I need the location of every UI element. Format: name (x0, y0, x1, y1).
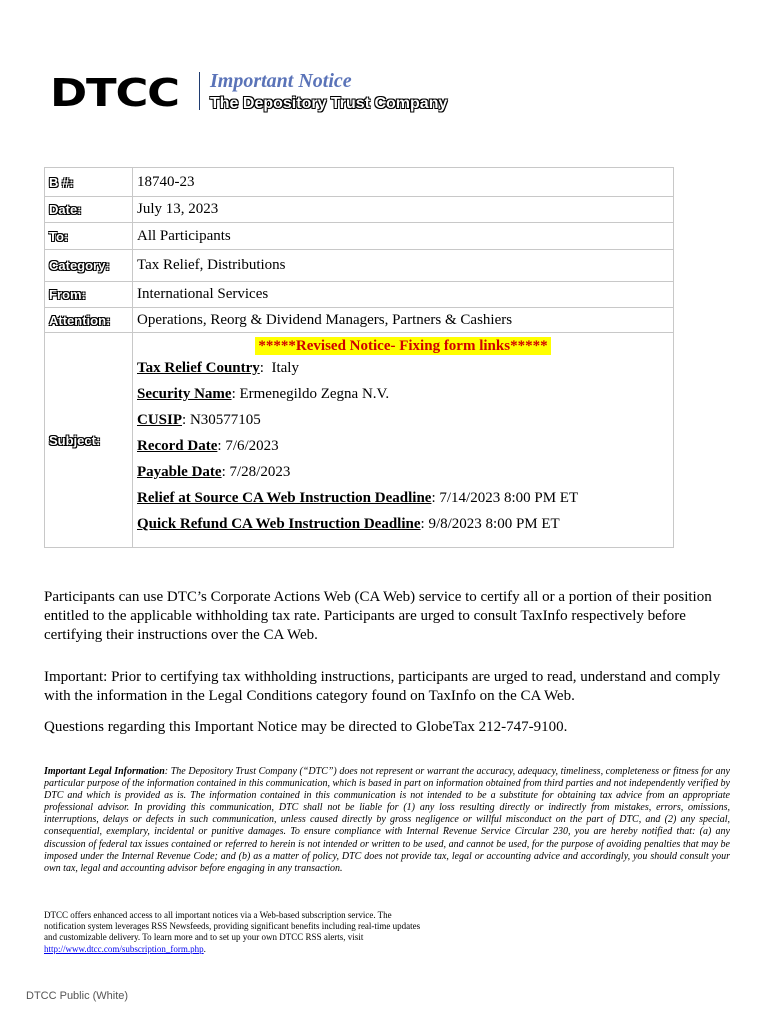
body-paragraph: Participants can use DTC’s Corporate Actions Web (CA Web) service to certify all or a portion of their position entitled to the applicable withholding tax rate. Participants are urged to consult TaxInfo respectively before certifying their instructions over the CA Web. (44, 589, 712, 643)
footer-classification: DTCC Public (White) (26, 990, 129, 1002)
subject-item: Relief at Source CA Web Instruction Deadline: 7/14/2023 8:00 PM ET (137, 490, 579, 506)
info-row (45, 168, 674, 197)
subject-details (133, 333, 674, 548)
subject-value: 7/28/2023 (229, 464, 291, 480)
info-row (45, 282, 674, 308)
notice-title: Important Notice (210, 70, 352, 92)
body-paragraph: Important: Prior to certifying tax withholding instructions, participants are urged to read, understand and comply with the information in the Legal Conditions category found on TaxInfo on the CA Web. (44, 669, 721, 704)
dtcc-logo: DTCC (50, 71, 179, 115)
subject-value: Italy (271, 360, 299, 376)
info-row (45, 250, 674, 282)
info-label: Attention: (45, 308, 133, 333)
subject-value: N30577105 (189, 412, 261, 428)
subject-key: CUSIP (137, 412, 183, 428)
notice-info-table (44, 167, 674, 548)
info-value: July 13, 2023 (133, 197, 674, 223)
subject-item: Record Date: 7/6/2023 (137, 438, 279, 454)
subject-item: Tax Relief Country: Italy (137, 360, 299, 376)
subject-key: Tax Relief Country (137, 360, 260, 376)
subject-key: Payable Date (137, 464, 222, 480)
info-value: All Participants (133, 223, 674, 250)
revised-text: *****Revised Notice- Fixing form links***** (255, 337, 550, 355)
subscription-link[interactable]: http://www.dtcc.com/subscription_form.php (44, 943, 204, 954)
subject-item: Security Name: Ermenegildo Zegna N.V. (137, 386, 390, 402)
subject-value: Ermenegildo Zegna N.V. (239, 386, 390, 402)
info-label: B #: (45, 168, 133, 197)
info-value: Operations, Reorg & Dividend Managers, Partners & Cashiers (133, 308, 674, 333)
info-row (45, 308, 674, 333)
legal-disclaimer (44, 766, 730, 875)
subject-item: Quick Refund CA Web Instruction Deadline: 9/8/2023 8:00 PM ET (137, 516, 560, 532)
legal-text: : The Depository Trust Company (“DTC”) does not represent or warrant the accuracy, adequacy, timeliness, completeness or fitness for any particular purpose of the information contained in this communication, which is based in part on information obtained from third parties and not independently verified by DTC and which is provided as is. The information contained in this communication is not intended to be a substitute for obtaining tax advice from an appropriate professional advisor. In providing this communication, DTC shall not be liable for (1) any loss resulting directly or indirectly from mistakes, errors, omissions, interruptions, delays or defects in such communication, unless caused directly by gross negligence or willful misconduct on the part of DTC, and (2) any special, consequential, exemplary, incidental or punitive damages. To ensure compliance with Internal Revenue Service Circular 230, you are hereby notified that: (a) any discussion of federal tax issues contained or referred to herein is not intended or written to be used, and cannot be used, for the purpose of avoiding penalties that may be imposed under the Internal Revenue Code; and (b) as a matter of policy, DTC does not provide tax, legal or accounting advice and accordingly, you should consult your own tax, legal and accounting advisor before engaging in any transaction. (44, 766, 730, 874)
info-label: From: (45, 282, 133, 308)
info-value: 18740-23 (133, 168, 674, 197)
revised-banner (137, 337, 669, 355)
legal-heading: Important Legal Information (44, 766, 165, 777)
info-label: To: (45, 223, 133, 250)
subject-label: Subject: (45, 333, 133, 548)
logo-divider (199, 72, 200, 110)
subject-key: Relief at Source CA Web Instruction Deadline (137, 490, 432, 506)
subject-key: Record Date (137, 438, 218, 454)
body-paragraph: Questions regarding this Important Notice may be directed to GlobeTax 212-747-9100. (44, 719, 568, 735)
company-name: The Depository Trust Company (210, 95, 448, 112)
subject-value: 9/8/2023 8:00 PM ET (428, 516, 560, 532)
subject-value: 7/6/2023 (225, 438, 279, 454)
info-label: Date: (45, 197, 133, 223)
info-row (45, 223, 674, 250)
subject-key: Security Name (137, 386, 232, 402)
info-row (45, 197, 674, 223)
info-value: International Services (133, 282, 674, 308)
subject-item: CUSIP: N30577105 (137, 412, 261, 428)
subject-value: 7/14/2023 8:00 PM ET (439, 490, 579, 506)
subject-row (45, 333, 674, 548)
rss-text: DTCC offers enhanced access to all important notices via a Web-based subscription service. The notification system leverages RSS Newsfeeds, providing significant benefits including real-time updates and customizable delivery. To learn more and to set up your own DTCC RSS alerts, visit (44, 910, 421, 943)
info-label: Category: (45, 250, 133, 282)
subject-key: Quick Refund CA Web Instruction Deadline (137, 516, 421, 532)
info-value: Tax Relief, Distributions (133, 250, 674, 282)
rss-notice (44, 910, 424, 955)
subject-item: Payable Date: 7/28/2023 (137, 464, 291, 480)
rss-end: . (203, 943, 206, 954)
